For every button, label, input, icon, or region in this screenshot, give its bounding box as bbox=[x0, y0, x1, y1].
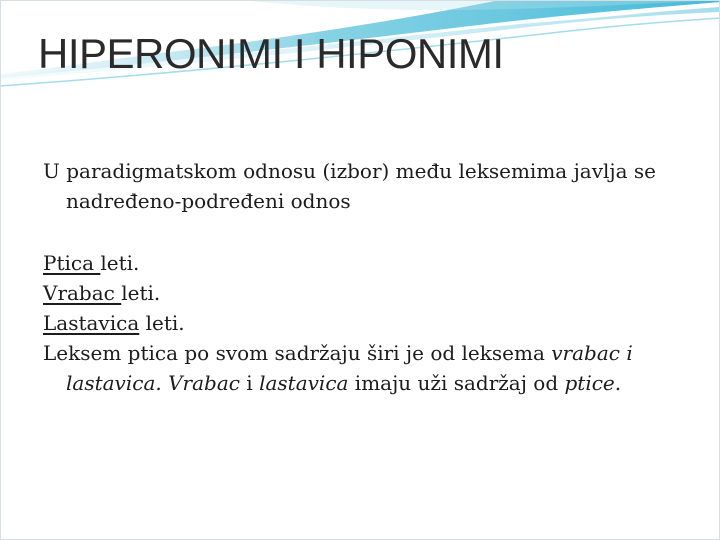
example-word: Lastavica bbox=[43, 311, 140, 335]
term-vrabac: vrabac bbox=[551, 341, 620, 365]
conclusion-text: Leksem ptica po svom sadržaju širi je od leksema bbox=[43, 341, 552, 365]
slide-title: HIPERONIMI I HIPONIMI bbox=[38, 30, 504, 77]
example-word: Ptica bbox=[43, 251, 101, 275]
conclusion-text: imaju uži sadržaj od bbox=[348, 371, 565, 395]
term-lastavica: lastavica bbox=[259, 371, 349, 395]
conclusion-conjunction: i bbox=[239, 371, 260, 395]
intro-paragraph: U paradigmatskom odnosu (izbor) među leksemima javlja se nadređeno-podređeni odnos bbox=[43, 159, 656, 213]
example-rest: leti. bbox=[139, 311, 185, 335]
term-ptice: ptice. bbox=[564, 371, 622, 395]
term-lastavica: i lastavica. bbox=[66, 341, 633, 395]
term-vrabac: Vrabac bbox=[168, 371, 240, 395]
example-rest: leti. bbox=[100, 251, 140, 275]
example-word: Vrabac bbox=[43, 281, 122, 305]
example-rest: leti. bbox=[121, 281, 161, 305]
